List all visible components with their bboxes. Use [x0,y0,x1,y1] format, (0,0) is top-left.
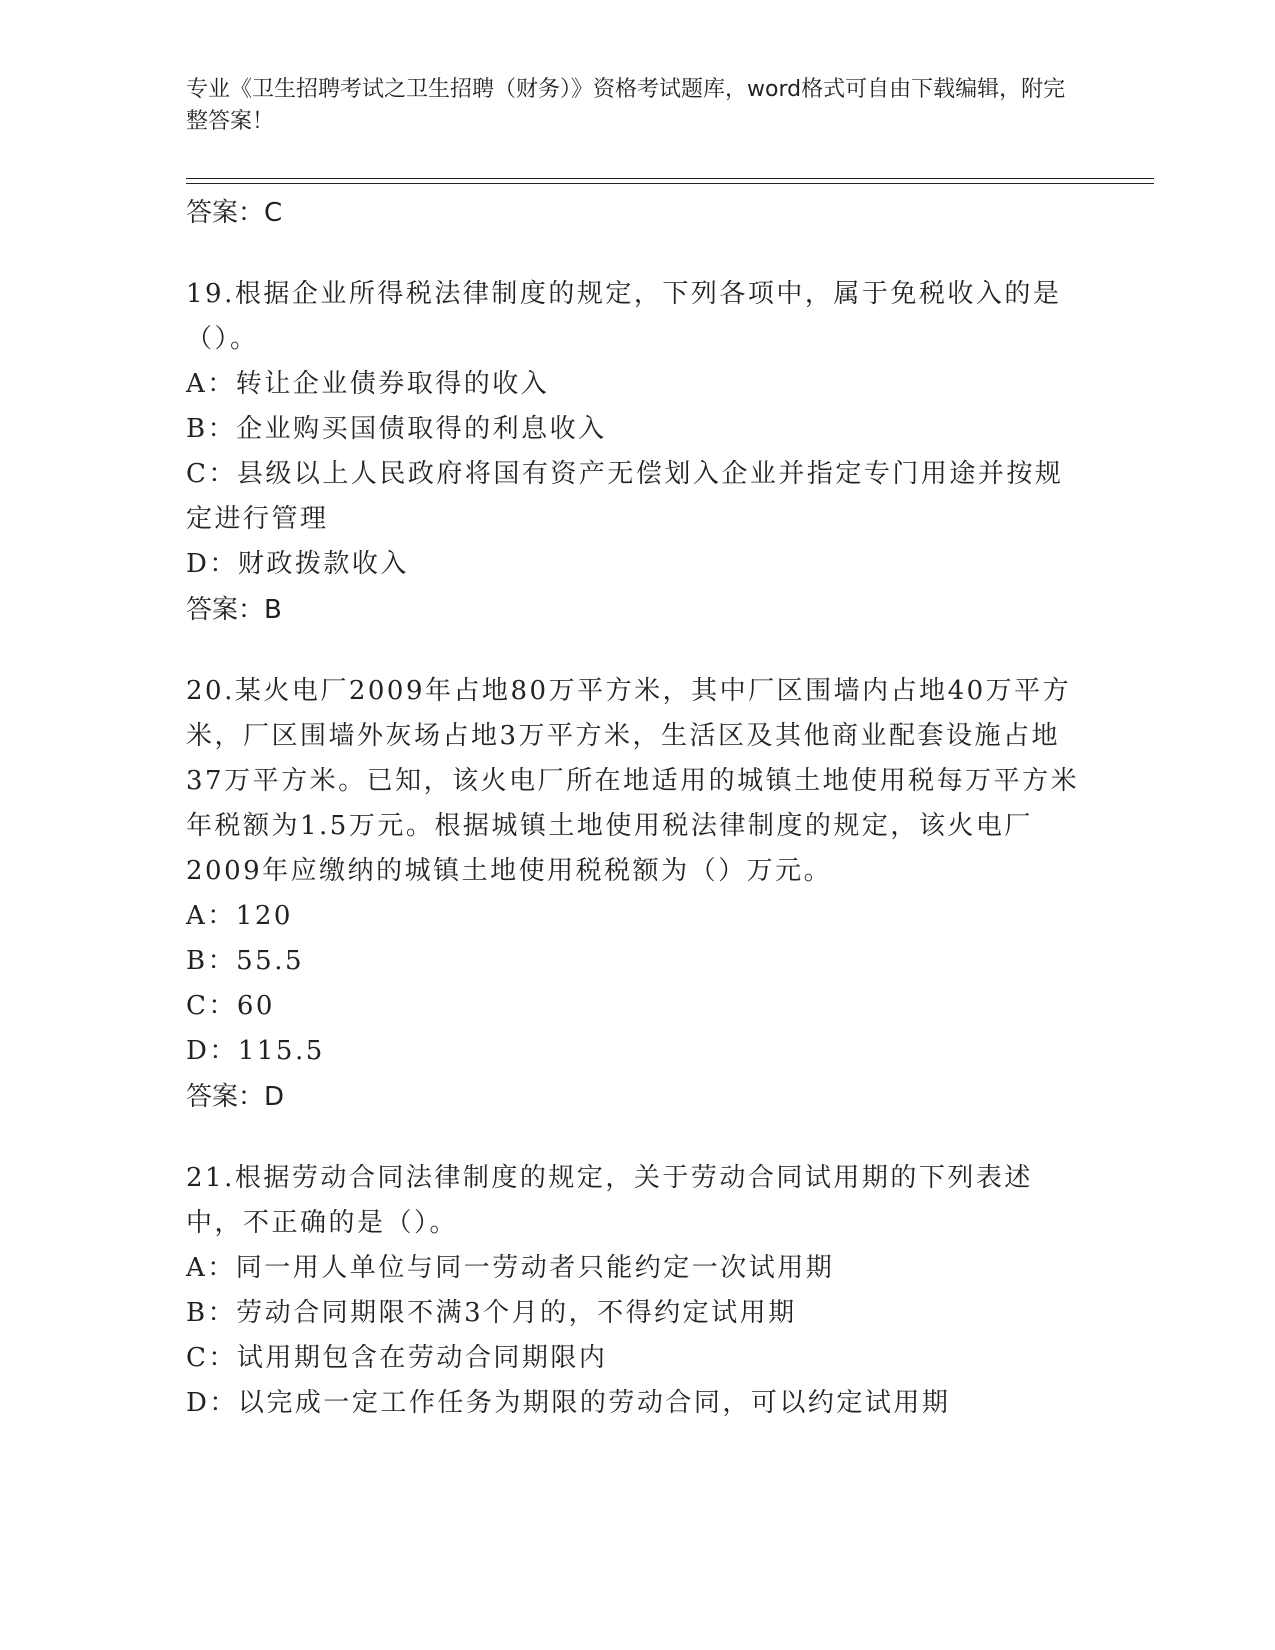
option-a: A：转让企业债券取得的收入 [186,369,550,399]
question-list [186,190,1086,1426]
option-d: D：115.5 [186,1036,325,1066]
answer-line: 答案：C [186,198,283,228]
header-divider-bottom [186,183,1154,184]
answer-line: 答案：D [186,1082,285,1112]
option-c: C：60 [186,991,275,1021]
option-b: B：劳动合同期限不满3个月的，不得约定试用期 [186,1298,797,1328]
question-text: 20.某火电厂2009年占地80万平方米，其中厂区围墙内占地40万平方米，厂区围墙外灰场占地3万平方米，生活区及其他商业配套设施占地37万平方米。已知，该火电厂所在地适用的城镇土地使用税每万平方米年税额为1.5万元。根据城镇土地使用税法律制度的规定，该火电厂2009年应缴纳的城镇土地使用税税额为（）万元。 [186,676,1080,886]
question-20 [186,669,1086,1120]
question-text: 19.根据企业所得税法律制度的规定，下列各项中，属于免税收入的是（）。 [186,279,1062,354]
option-c: C：县级以上人民政府将国有资产无偿划入企业并指定专门用途并按规定进行管理 [186,459,1064,534]
option-a: A：120 [186,901,293,931]
question-19 [186,272,1086,633]
option-d: D：财政拨款收入 [186,549,409,579]
question-text: 21.根据劳动合同法律制度的规定，关于劳动合同试用期的下列表述中，不正确的是（）。 [186,1163,1033,1238]
document-header: 专业《卫生招聘考试之卫生招聘（财务）》资格考试题库，word格式可自由下载编辑，附完整答案！ [186,77,1066,134]
answer-line: 答案：B [186,595,282,625]
option-d: D：以完成一定工作任务为期限的劳动合同，可以约定试用期 [186,1388,951,1418]
option-c: C：试用期包含在劳动合同期限内 [186,1343,608,1373]
option-b: B：55.5 [186,946,304,976]
option-b: B：企业购买国债取得的利息收入 [186,414,607,444]
header-divider-top [186,178,1154,179]
question-21 [186,1156,1086,1426]
option-a: A：同一用人单位与同一劳动者只能约定一次试用期 [186,1253,835,1283]
